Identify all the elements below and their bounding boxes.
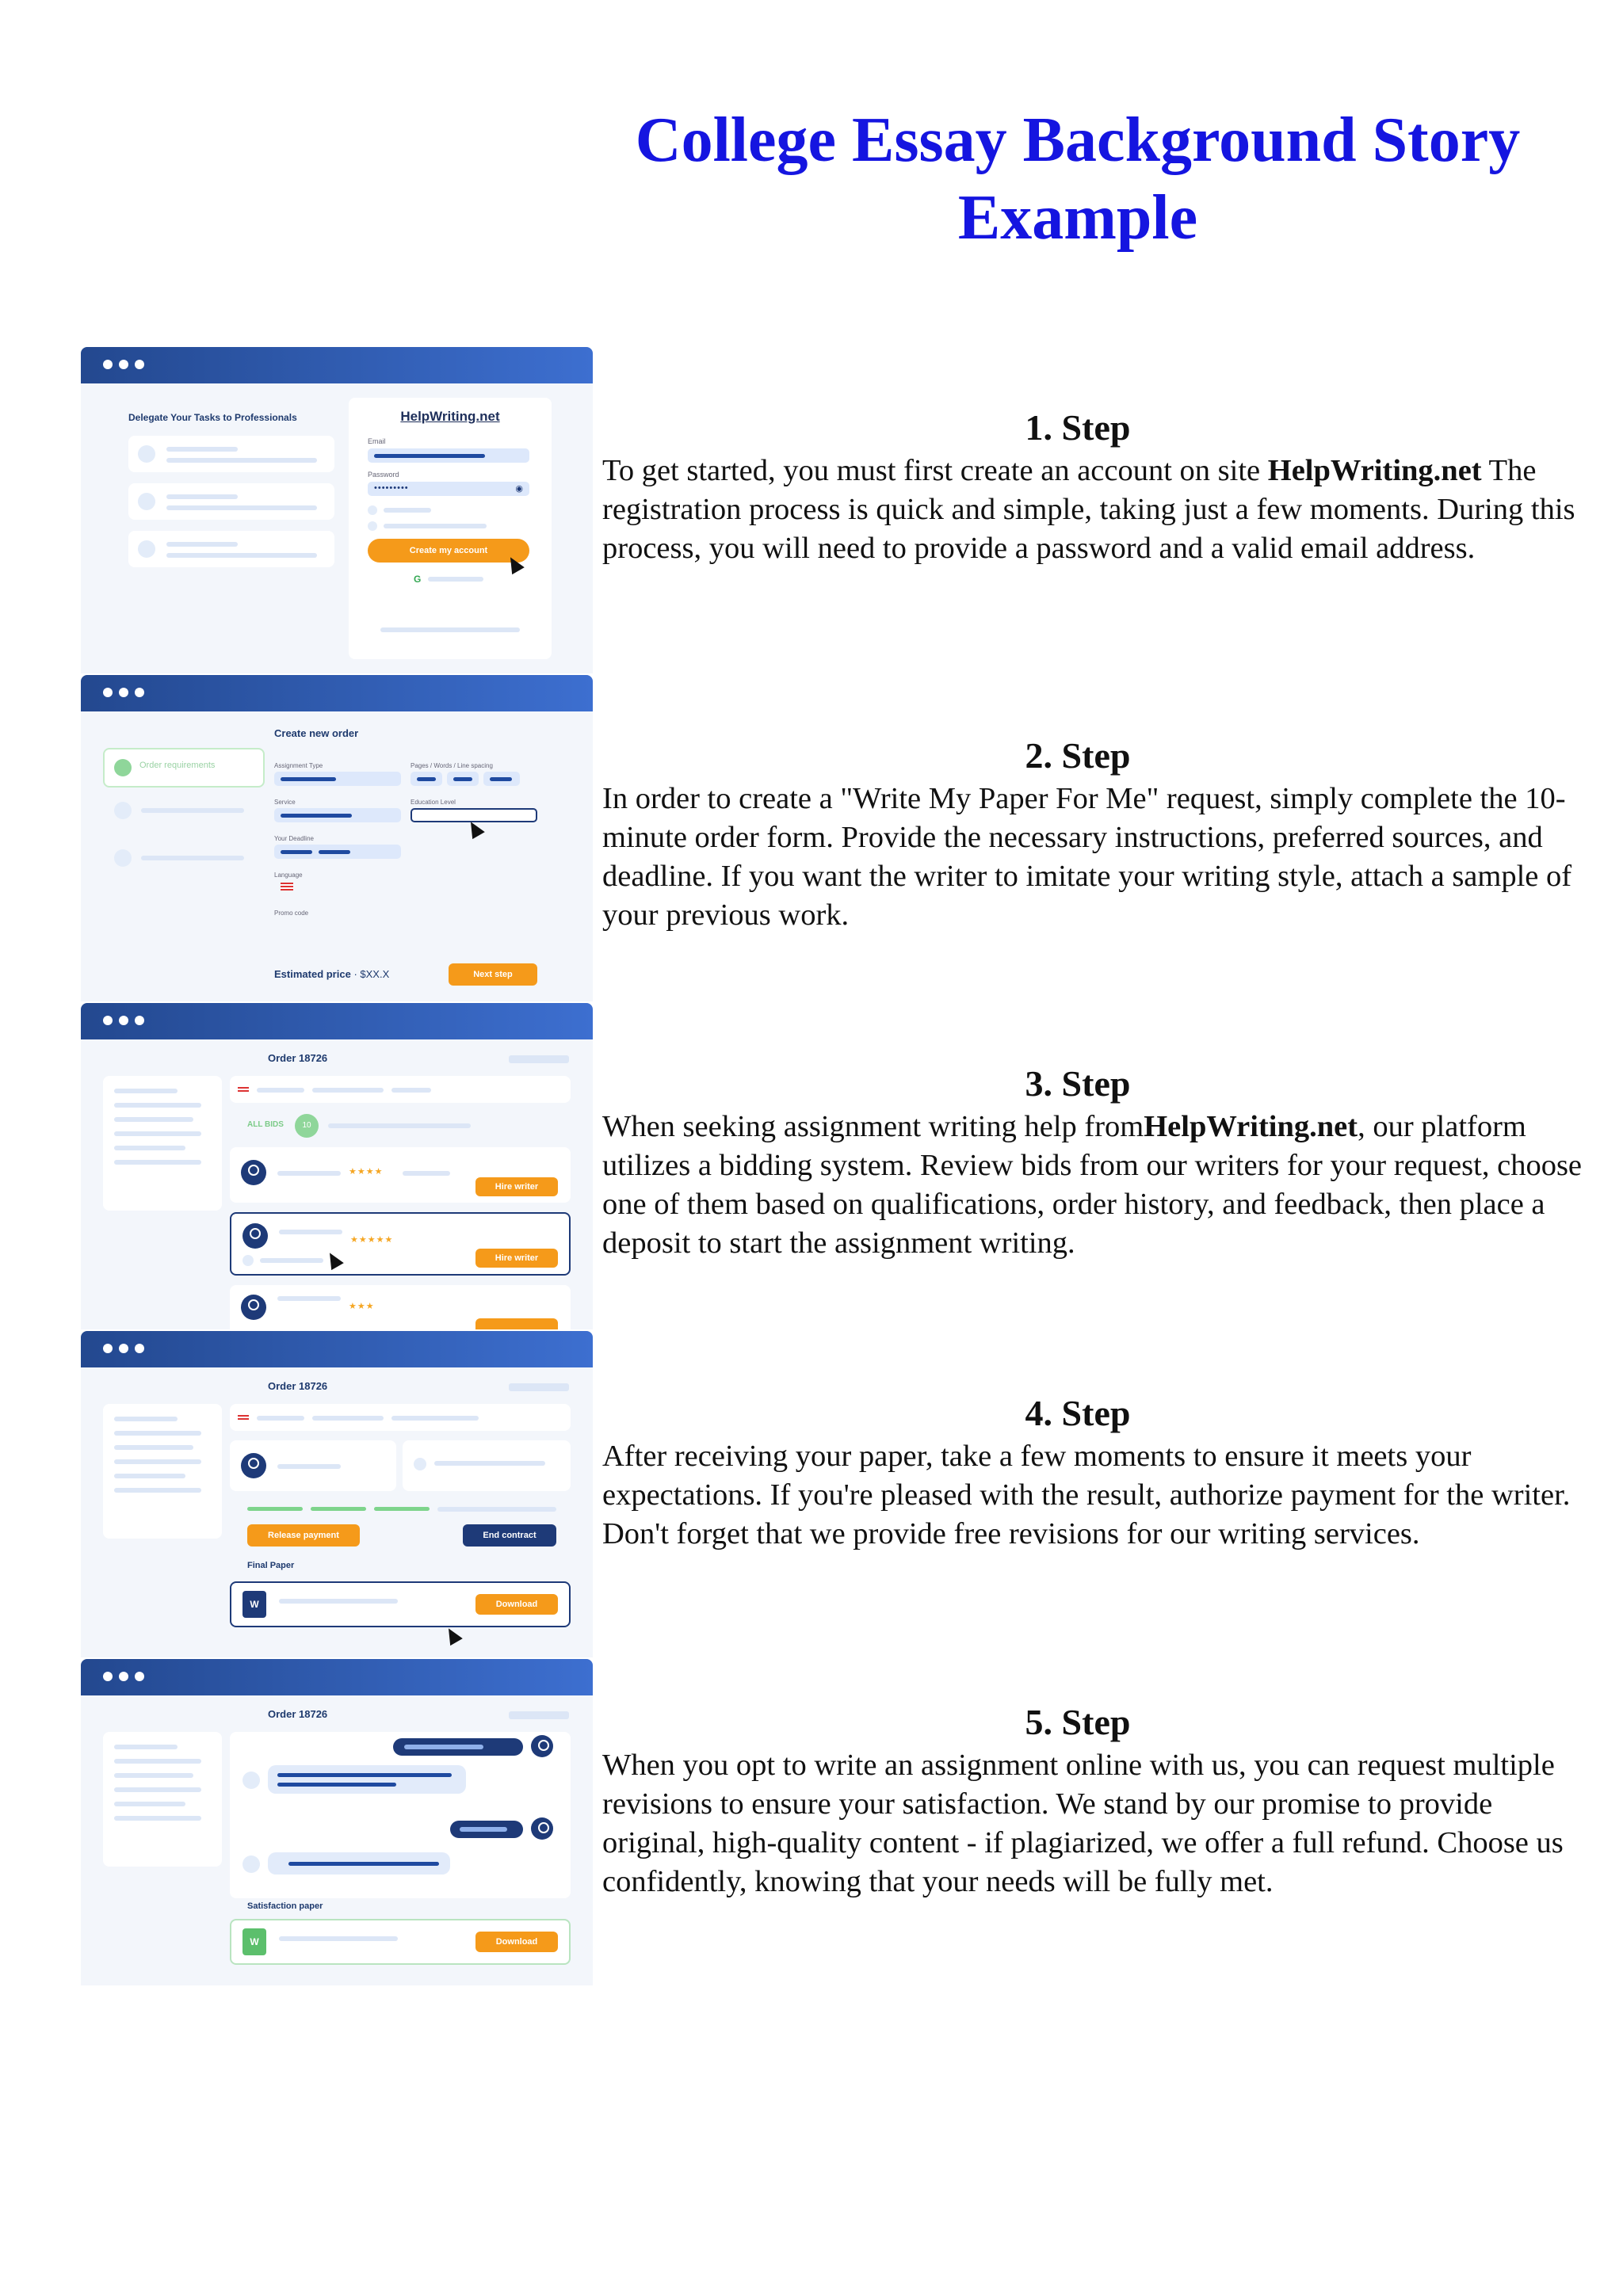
window-dot-icon <box>135 688 144 697</box>
cursor-icon <box>323 1249 344 1270</box>
bid-card[interactable] <box>230 1285 571 1329</box>
step-1-screenshot <box>81 347 593 673</box>
word-file-icon: W <box>242 1928 266 1955</box>
user-avatar-icon <box>531 1817 553 1840</box>
check-icon <box>114 759 132 776</box>
end-contract-button[interactable]: End contract <box>463 1524 556 1547</box>
all-bids-label: ALL BIDS <box>247 1120 284 1129</box>
form-heading: Create new order <box>274 727 359 739</box>
signup-card <box>349 398 552 659</box>
spacing-select[interactable] <box>483 772 520 786</box>
satisfaction-paper-file[interactable] <box>230 1919 571 1965</box>
step-4-text: After receiving your paper, take a few moments to ensure it meets your expectations. If you're pleased with the result, authorize payment for the writer. Don't forget that we provide free revisions for our writing services. <box>602 1440 1571 1550</box>
bids-count-badge: 10 <box>295 1114 319 1138</box>
window-dot-icon <box>119 1344 128 1353</box>
bid-card-selected[interactable] <box>230 1212 571 1276</box>
step-3-title: 3. Step <box>1025 1063 1131 1104</box>
flag-icon[interactable] <box>281 883 293 891</box>
rating-stars: ★★★★★ <box>350 1235 394 1245</box>
step-1-title: 1. Step <box>1025 407 1131 448</box>
window-dot-icon <box>103 688 113 697</box>
window-dot-icon <box>103 1344 113 1353</box>
password-value: ••••••••• <box>374 483 409 493</box>
chat-panel <box>230 1732 571 1898</box>
window-dot-icon <box>103 1672 113 1681</box>
step-3-text: When seeking assignment writing help fromHelpWriting.net, our platform utilizes a bidding system. Review bids from our writers for your request, choose one of them based on qualifications, order history, and feedback, then place a deposit to start the assignment writing. <box>602 1110 1583 1260</box>
create-account-button[interactable]: Create my account <box>368 539 529 563</box>
step-1-text: To get started, you must first create an account on site HelpWriting.net The registration process is quick and simple, taking just a few moments. During this process, you will need to provide a password and a valid email address. <box>602 454 1575 565</box>
rating-stars: ★★★★ <box>349 1167 384 1177</box>
chat-bubble-incoming <box>268 1852 450 1875</box>
hire-writer-button[interactable]: Hire writer <box>475 1177 558 1196</box>
window-dot-icon <box>119 1016 128 1025</box>
browser-bar <box>81 675 593 711</box>
browser-bar <box>81 1659 593 1695</box>
eye-icon[interactable]: ◉ <box>515 484 523 494</box>
order-details-row <box>230 1076 571 1103</box>
chat-bubble-outgoing <box>393 1738 523 1756</box>
bid-card[interactable] <box>230 1147 571 1203</box>
deadline-select[interactable] <box>274 845 401 859</box>
writer-card <box>230 1440 396 1491</box>
writer-avatar-icon <box>242 1223 268 1249</box>
step-5-screenshot <box>81 1659 593 1985</box>
window-dot-icon <box>119 1672 128 1681</box>
order-heading: Order 18726 <box>268 1380 328 1392</box>
pages-select[interactable] <box>411 772 442 786</box>
writer-avatar-icon <box>241 1453 266 1478</box>
window-dot-icon <box>135 1016 144 1025</box>
order-heading: Order 18726 <box>268 1052 328 1064</box>
info-card <box>403 1440 571 1491</box>
step-4-screenshot <box>81 1331 593 1657</box>
chat-bubble-outgoing <box>450 1821 523 1838</box>
chat-bubble-incoming <box>268 1765 466 1794</box>
words-select[interactable] <box>447 772 479 786</box>
browser-bar <box>81 1003 593 1039</box>
step-4-title: 4. Step <box>1025 1393 1131 1433</box>
site-link[interactable]: HelpWriting.net <box>1144 1110 1358 1143</box>
download-button[interactable]: Download <box>475 1594 558 1615</box>
writer-avatar-icon <box>241 1295 266 1320</box>
user-avatar-icon <box>531 1735 553 1757</box>
order-summary-sidebar <box>103 1404 222 1539</box>
next-step-button[interactable]: Next step <box>449 963 537 986</box>
order-form: Create new order Assignment Type Pages / Words / Line spacing Service Education Level Your Deadline Language Promo code Estimated price · $XX.X Next step <box>274 718 575 995</box>
delegate-heading: Delegate Your Tasks to Professionals <box>128 412 297 423</box>
brand-logo: HelpWriting.net <box>400 409 500 424</box>
email-label: Email <box>368 437 386 445</box>
rating-stars: ★★★ <box>349 1302 375 1311</box>
word-file-icon: W <box>242 1591 266 1618</box>
step-3-screenshot <box>81 1003 593 1329</box>
feature-card <box>128 436 334 472</box>
password-label: Password <box>368 471 399 479</box>
window-dot-icon <box>135 360 144 369</box>
writer-avatar-icon <box>241 1160 266 1185</box>
download-button[interactable]: Download <box>475 1932 558 1952</box>
order-summary-sidebar <box>103 1076 222 1211</box>
window-dot-icon <box>135 1672 144 1681</box>
password-field[interactable] <box>368 482 529 496</box>
step-5-text: When you opt to write an assignment online with us, you can request multiple revisions to ensure your satisfaction. We stand by our promise to provide original, high-quality content - if plagiarized, we offer a full refund. Choose us confidently, knowing that your needs will be fully met. <box>602 1749 1564 1898</box>
step-5-title: 5. Step <box>1025 1702 1131 1742</box>
site-link[interactable]: HelpWriting.net <box>1267 454 1482 487</box>
final-paper-label: Final Paper <box>247 1561 295 1570</box>
flag-icon <box>238 1415 249 1421</box>
step-2-text: In order to create a "Write My Paper For Me" request, simply complete the 10-minute order form. Provide the necessary instructions, preferred sources, and deadline. If you want the writer to imitate your writing style, attach a sample of your previous work. <box>602 782 1572 932</box>
window-dot-icon <box>103 360 113 369</box>
page-title: College Essay Background Story Example <box>635 105 1521 253</box>
feature-card <box>128 483 334 520</box>
cursor-icon <box>442 1625 463 1646</box>
satisfaction-paper-label: Satisfaction paper <box>247 1901 323 1911</box>
estimated-price: Estimated price · $XX.X <box>274 968 390 980</box>
order-summary-sidebar <box>103 1732 222 1867</box>
browser-bar <box>81 1331 593 1367</box>
service-select[interactable] <box>274 808 401 822</box>
hire-writer-button[interactable] <box>475 1318 558 1329</box>
order-sidebar-item[interactable]: Order requirements <box>103 748 265 788</box>
window-dot-icon <box>119 688 128 697</box>
final-paper-file[interactable] <box>230 1581 571 1627</box>
flag-icon <box>238 1087 249 1093</box>
google-icon[interactable]: G <box>414 574 422 585</box>
browser-bar <box>81 347 593 383</box>
release-payment-button[interactable]: Release payment <box>247 1524 360 1547</box>
window-dot-icon <box>135 1344 144 1353</box>
hire-writer-button[interactable]: Hire writer <box>475 1249 558 1268</box>
email-field[interactable] <box>368 448 529 463</box>
window-dot-icon <box>119 360 128 369</box>
order-details-row <box>230 1404 571 1431</box>
window-dot-icon <box>103 1016 113 1025</box>
step-2-title: 2. Step <box>1025 735 1131 776</box>
feature-card <box>128 531 334 567</box>
order-heading: Order 18726 <box>268 1708 328 1720</box>
step-2-screenshot <box>81 675 593 1001</box>
assignment-type-select[interactable] <box>274 772 401 786</box>
